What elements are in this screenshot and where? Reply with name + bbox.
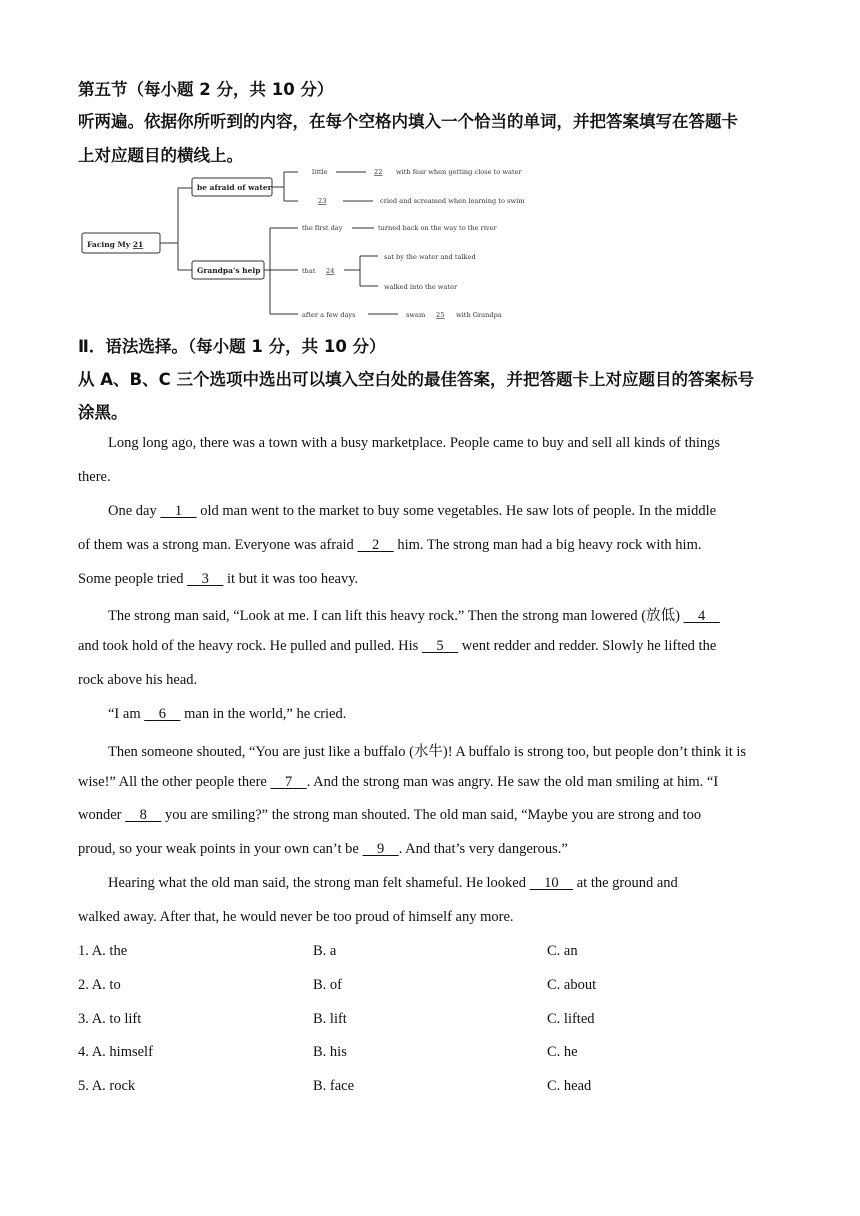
mindmap-leaf-first-day: the first day	[302, 224, 343, 232]
passage-line: wise!” All the other people there 7 . And the strong man was angry. He saw the old man smiling at him. “I	[78, 774, 719, 790]
mindmap-leaf-grandpa: with Grandpa	[456, 311, 502, 319]
passage-line: rock above his head.	[78, 672, 198, 688]
blank-6: 6	[158, 706, 166, 722]
option-4-a: 4. A. himself	[78, 1044, 153, 1060]
option-1-c: C. an	[547, 943, 578, 959]
passage-line: proud, so your weak points in your own can’t be 9 . And that’s very dangerous.”	[78, 841, 568, 857]
option-3-c: C. lifted	[547, 1011, 595, 1027]
passage-line: Long long ago, there was a town with a busy marketplace. People came to buy and sell all kinds of things	[108, 435, 721, 451]
option-2-b: B. of	[313, 977, 342, 993]
mindmap-leaf-sat: sat by the water and talked	[384, 253, 476, 261]
passage-line: The strong man said, “Look at me. I can lift this heavy rock.” Then the strong man lowered (放低) 4	[108, 604, 720, 625]
option-3-a: 3. A. to lift	[78, 1011, 142, 1027]
option-1-b: B. a	[313, 943, 337, 959]
mindmap-leaf-cried: cried and screamed when learning to swim	[380, 197, 525, 205]
option-4-c: C. he	[547, 1044, 578, 1060]
blank-3: 3	[201, 571, 209, 587]
mindmap-leaf-that: that	[302, 267, 316, 275]
blank-7: 7	[284, 774, 293, 790]
mindmap-leaf-turned-back: turned back on the way to the river	[378, 224, 497, 232]
passage-line: there.	[78, 469, 111, 485]
option-3-b: B. lift	[313, 1011, 347, 1027]
section2-instruction-line2: 涂黑。	[78, 403, 128, 422]
mindmap-leaf-after-days: after a few days	[302, 311, 356, 319]
mindmap-branch-grandpa: Grandpa's help	[197, 266, 261, 275]
mindmap-blank-24: 24	[326, 267, 335, 275]
mindmap-leaf-little: little	[312, 168, 328, 176]
option-5-b: B. face	[313, 1078, 355, 1094]
option-4-b: B. his	[313, 1044, 347, 1060]
mindmap-branch-afraid: be afraid of water	[197, 183, 272, 192]
blank-9: 9	[376, 841, 385, 857]
mind-map-diagram	[78, 164, 558, 324]
option-1-a: 1. A. the	[78, 943, 128, 959]
mindmap-root: Facing My 21	[87, 240, 144, 249]
mindmap-leaf-swam: swam	[406, 311, 426, 319]
passage-line: One day 1 old man went to the market to buy some vegetables. He saw lots of people. In the middle	[108, 503, 717, 519]
section2-title: Ⅱ．语法选择。（每小题 1 分，共 10 分）	[78, 337, 386, 356]
passage-line: Some people tried 3 it but it was too heavy.	[78, 571, 359, 587]
section5-instruction-line2: 上对应题目的横线上。	[78, 146, 243, 165]
passage-line: Then someone shouted, “You are just like a buffalo (水牛)! A buffalo is strong too, but people don’t think it is	[108, 744, 747, 760]
mindmap-blank-22: 22	[374, 168, 383, 176]
blank-2: 2	[371, 537, 380, 553]
mindmap-blank-23: 23	[318, 197, 327, 205]
option-2-a: 2. A. to	[78, 977, 121, 993]
option-2-c: C. about	[547, 977, 597, 993]
passage-line: and took hold of the heavy rock. He pulled and pulled. His 5 went redder and redder. Slowly he lifted the	[78, 638, 717, 654]
passage-line: Hearing what the old man said, the strong man felt shameful. He looked 10 at the ground and	[108, 875, 678, 891]
section5-instruction-line1: 听两遍。依据你所听到的内容，在每个空格内填入一个恰当的单词，并把答案填写在答题卡	[78, 112, 738, 131]
section2-instruction-line1: 从 A、B、C 三个选项中选出可以填入空白处的最佳答案，并把答题卡上对应题目的答案标号	[78, 370, 754, 389]
option-5-a: 5. A. rock	[78, 1078, 136, 1094]
blank-1: 1	[174, 503, 183, 519]
passage-line: of them was a strong man. Everyone was afraid 2 him. The strong man had a big heavy rock with him.	[78, 537, 702, 553]
mindmap-leaf-fear: with fear when getting close to water	[396, 168, 522, 176]
passage-line: wonder 8 you are smiling?” the strong man shouted. The old man said, “Maybe you are strong and too	[78, 807, 702, 823]
passage-line: “I am 6 man in the world,” he cried.	[108, 706, 347, 722]
blank-4: 4	[698, 608, 706, 624]
blank-5: 5	[436, 638, 444, 654]
option-5-c: C. head	[547, 1078, 592, 1094]
passage-line: walked away. After that, he would never be too proud of himself any more.	[78, 909, 514, 925]
mindmap-blank-25: 25	[436, 311, 445, 319]
mindmap-leaf-walked: walked into the water	[384, 283, 458, 291]
section5-title: 第五节（每小题 2 分，共 10 分）	[78, 80, 334, 99]
blank-8: 8	[139, 807, 147, 823]
blank-10: 10	[544, 875, 559, 891]
